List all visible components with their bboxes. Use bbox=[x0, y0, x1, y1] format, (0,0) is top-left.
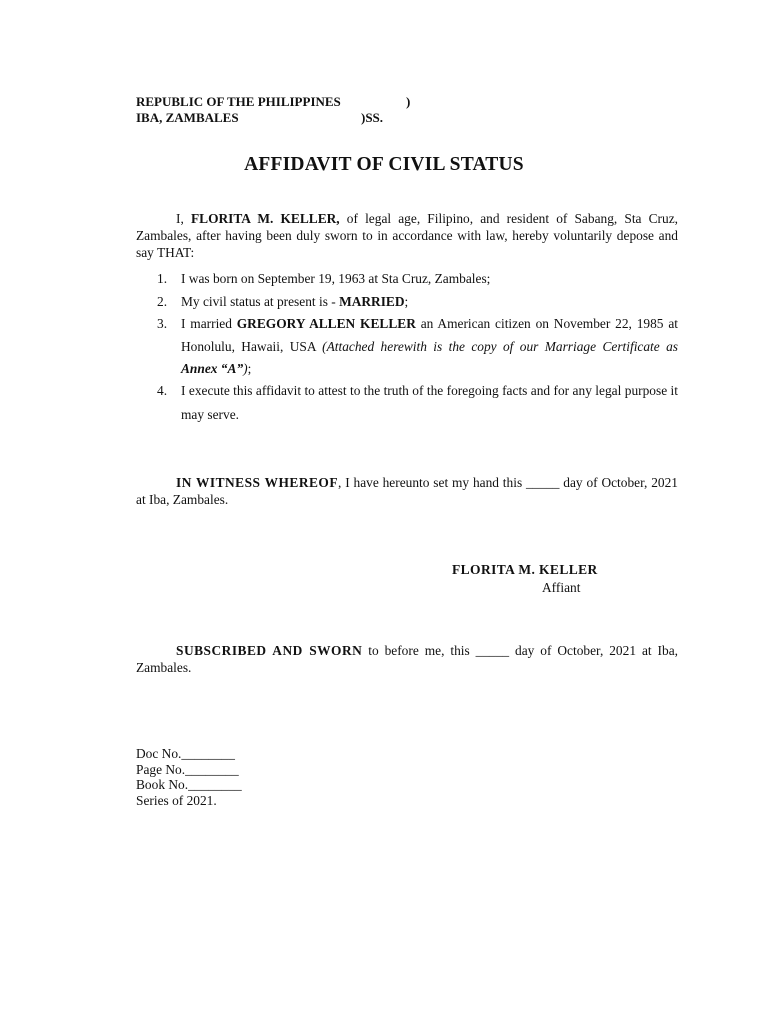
notarial-register bbox=[136, 746, 242, 808]
intro-text: of legal age, Filipino, and resident of Sabang, Sta Cruz, Zambales, after having been duly sworn to in accordance with law, hereby voluntarily depose and say THAT: bbox=[136, 211, 679, 260]
item-text: I was born on September 19, 1963 at Sta Cruz, Zambales; bbox=[181, 271, 491, 286]
list-item bbox=[136, 270, 678, 287]
intro-paragraph bbox=[136, 210, 678, 261]
item-number: 2. bbox=[157, 294, 168, 309]
intro-prefix: I, bbox=[176, 211, 191, 226]
item-text: My civil status at present is - bbox=[181, 294, 340, 309]
list-item bbox=[136, 379, 678, 427]
series-year: Series of 2021. bbox=[136, 792, 217, 808]
witness-text: , I have hereunto set my hand this _____ day of October, 2021 at Iba, Zambales. bbox=[136, 475, 678, 507]
item-text: I married bbox=[181, 316, 237, 331]
item-number: 4. bbox=[157, 382, 168, 398]
venue-block bbox=[136, 94, 411, 126]
venue-bracket: ) bbox=[406, 94, 411, 109]
venue-ss-mark: )SS. bbox=[361, 110, 384, 125]
list-item bbox=[136, 293, 678, 310]
jurat-heading: SUBSCRIBED AND SWORN bbox=[176, 643, 363, 658]
jurat-paragraph bbox=[136, 642, 678, 676]
statement-list bbox=[136, 270, 678, 427]
book-number: Book No.________ bbox=[136, 777, 242, 792]
doc-number: Doc No.________ bbox=[136, 746, 235, 761]
venue-line-2 bbox=[136, 110, 384, 126]
witness-paragraph bbox=[136, 474, 678, 508]
item-text: I execute this affidavit to attest to the truth of the foregoing facts and for any legal purpose it may serve. bbox=[181, 382, 678, 422]
item-number: 3. bbox=[157, 316, 168, 331]
witness-heading: IN WITNESS WHEREOF bbox=[176, 475, 339, 490]
item-text-mid: an American citizen on November 22, 1985 at Honolulu, Hawaii, USA bbox=[181, 316, 678, 354]
annex-note-text: (Attached herewith is the copy of our Marriage Certificate as bbox=[322, 338, 678, 354]
signature-name: FLORITA M. KELLER bbox=[452, 562, 598, 577]
civil-status-value: MARRIED bbox=[339, 294, 405, 309]
document-title: AFFIDAVIT OF CIVIL STATUS bbox=[244, 154, 524, 175]
item-text-end: ; bbox=[404, 294, 409, 309]
annex-note-close: ) bbox=[243, 361, 248, 376]
page-number: Page No.________ bbox=[136, 761, 239, 777]
item-number: 1. bbox=[157, 271, 168, 286]
annex-label: Annex “A” bbox=[181, 361, 244, 376]
signature-label: Affiant bbox=[542, 580, 581, 595]
jurat-text: to before me, this _____ day of October, 2021 at Iba, Zambales. bbox=[136, 643, 678, 675]
list-item bbox=[136, 313, 678, 381]
affiant-name: FLORITA M. KELLER, bbox=[190, 211, 340, 226]
item-text-end: ; bbox=[247, 361, 252, 376]
venue-city: IBA, ZAMBALES bbox=[136, 110, 239, 125]
spouse-name: GREGORY ALLEN KELLER bbox=[236, 316, 416, 331]
venue-line-1 bbox=[136, 94, 411, 110]
venue-country: REPUBLIC OF THE PHILIPPINES bbox=[136, 94, 341, 109]
